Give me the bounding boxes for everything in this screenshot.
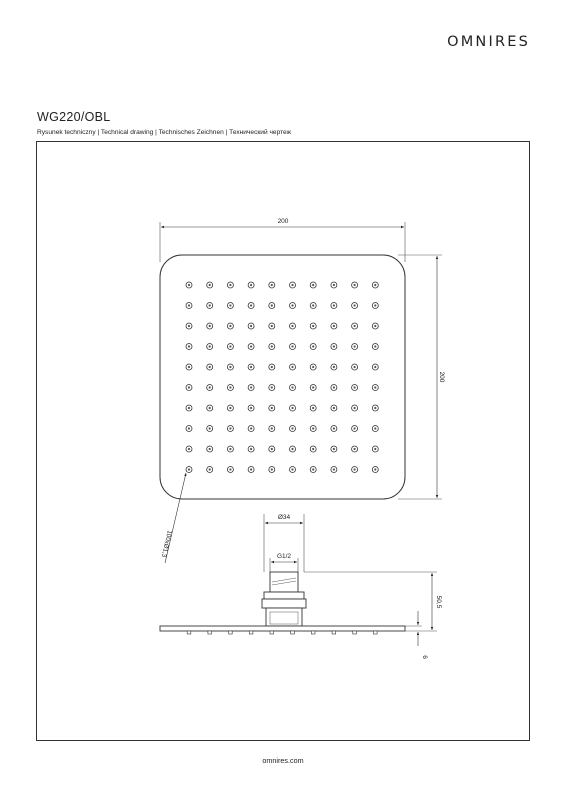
nozzle-stub	[229, 631, 233, 634]
nozzle-hole	[271, 427, 273, 429]
shower-plate-side	[160, 626, 405, 631]
nozzle-hole	[312, 427, 314, 429]
nozzle-hole	[354, 325, 356, 327]
side-height-label: 50,5	[435, 595, 442, 609]
nozzle-hole	[250, 366, 252, 368]
nozzle-hole	[188, 325, 190, 327]
nozzle-hole	[229, 345, 231, 347]
nozzle-hole	[271, 284, 273, 286]
shower-head-plate	[160, 255, 405, 499]
nozzle-hole	[333, 304, 335, 306]
nozzle-stub	[353, 631, 357, 634]
nozzle-hole	[209, 448, 211, 450]
nozzle-hole	[188, 284, 190, 286]
thickness-label: 6	[421, 655, 428, 659]
nozzle-hole	[312, 325, 314, 327]
nozzle-hole	[312, 386, 314, 388]
nozzle-hole	[209, 366, 211, 368]
nozzle-hole	[291, 366, 293, 368]
nozzle-hole	[188, 345, 190, 347]
nozzle-hole	[291, 345, 293, 347]
nozzle-hole	[291, 284, 293, 286]
nozzle-hole	[229, 407, 231, 409]
nozzle-hole	[291, 304, 293, 306]
connector-nut-lower	[262, 599, 306, 608]
connector-nut	[264, 592, 304, 599]
nozzle-hole	[250, 325, 252, 327]
nozzle-hole	[271, 386, 273, 388]
model-code: WG220/OBL	[37, 110, 111, 124]
nozzle-hole	[250, 345, 252, 347]
nozzle-hole	[374, 284, 376, 286]
nozzle-stub	[249, 631, 253, 634]
nozzle-hole	[229, 284, 231, 286]
nozzle-hole	[374, 448, 376, 450]
nozzle-hole	[333, 345, 335, 347]
nozzle-hole	[250, 427, 252, 429]
nozzle-hole	[209, 407, 211, 409]
nozzle-stub	[270, 631, 274, 634]
nozzle-hole	[229, 468, 231, 470]
nozzle-hole	[250, 448, 252, 450]
nozzle-stub	[291, 631, 295, 634]
nozzle-hole	[209, 304, 211, 306]
nozzle-hole	[312, 345, 314, 347]
nozzle-hole	[271, 366, 273, 368]
nozzle-hole	[250, 386, 252, 388]
nozzle-hole	[271, 325, 273, 327]
nozzle-hole	[209, 345, 211, 347]
nozzle-hole	[374, 345, 376, 347]
nozzle-hole	[291, 448, 293, 450]
nozzle-label: 100xØ1,3	[159, 529, 173, 558]
nozzle-hole	[271, 345, 273, 347]
nozzle-hole	[333, 386, 335, 388]
nozzle-hole	[354, 386, 356, 388]
nozzle-hole	[312, 304, 314, 306]
nozzle-hole	[374, 366, 376, 368]
nozzle-hole	[374, 407, 376, 409]
drawing-subtitle: Rysunek techniczny | Technical drawing | Technisches Zeichnen | Технический чертеж	[37, 129, 292, 136]
thread-label: G1/2	[276, 553, 292, 560]
nozzle-hole	[354, 366, 356, 368]
nozzle-hole	[229, 386, 231, 388]
nozzle-hole	[291, 325, 293, 327]
nozzle-hole	[374, 304, 376, 306]
nozzle-hole	[271, 407, 273, 409]
nozzle-hole	[188, 448, 190, 450]
nozzle-hole	[312, 284, 314, 286]
nozzle-hole	[354, 427, 356, 429]
nozzle-hole	[374, 468, 376, 470]
nozzle-hole	[333, 325, 335, 327]
nozzle-hole	[354, 304, 356, 306]
nozzle-hole	[271, 468, 273, 470]
nozzle-hole	[291, 386, 293, 388]
nozzle-stub	[311, 631, 315, 634]
nozzle-hole	[209, 325, 211, 327]
nozzle-hole	[229, 366, 231, 368]
nozzle-hole	[291, 427, 293, 429]
height-dimension-label: 200	[438, 371, 445, 383]
connector-base	[266, 608, 302, 626]
nozzle-hole	[250, 407, 252, 409]
nozzle-stub	[332, 631, 336, 634]
nozzle-hole	[229, 304, 231, 306]
nozzle-hole	[312, 407, 314, 409]
nozzle-hole	[229, 427, 231, 429]
nozzle-hole	[354, 468, 356, 470]
nozzle-hole	[209, 427, 211, 429]
nozzle-stubs	[187, 631, 377, 634]
nozzle-hole	[354, 345, 356, 347]
nozzle-stub	[374, 631, 378, 634]
nozzle-hole	[354, 284, 356, 286]
nozzle-stub	[187, 631, 191, 634]
nozzle-hole	[333, 448, 335, 450]
nozzle-hole	[333, 366, 335, 368]
width-dimension-label: 200	[277, 218, 289, 225]
nozzle-hole	[333, 407, 335, 409]
nozzle-grid	[186, 282, 378, 473]
nozzle-hole	[312, 448, 314, 450]
nozzle-hole	[188, 304, 190, 306]
brand-logo: OMNIRES	[447, 34, 530, 50]
nozzle-stub	[208, 631, 212, 634]
nozzle-hole	[188, 386, 190, 388]
nozzle-hole	[333, 427, 335, 429]
connector-thread	[270, 572, 298, 592]
nozzle-hole	[250, 468, 252, 470]
side-view	[160, 514, 442, 659]
nozzle-hole	[374, 427, 376, 429]
nozzle-hole	[229, 325, 231, 327]
nozzle-hole	[333, 284, 335, 286]
website-footer: omnires.com	[262, 756, 304, 765]
nozzle-hole	[188, 427, 190, 429]
nozzle-hole	[354, 448, 356, 450]
diameter-label: Ø34	[277, 514, 291, 521]
nozzle-hole	[209, 386, 211, 388]
nozzle-hole	[291, 468, 293, 470]
nozzle-hole	[250, 284, 252, 286]
nozzle-hole	[333, 468, 335, 470]
nozzle-hole	[291, 407, 293, 409]
nozzle-hole	[188, 366, 190, 368]
nozzle-hole	[209, 284, 211, 286]
nozzle-hole	[374, 325, 376, 327]
nozzle-hole	[271, 448, 273, 450]
nozzle-hole	[312, 366, 314, 368]
top-view	[160, 218, 445, 563]
nozzle-hole	[271, 304, 273, 306]
nozzle-hole	[229, 448, 231, 450]
nozzle-hole	[250, 304, 252, 306]
nozzle-hole	[354, 407, 356, 409]
nozzle-hole	[209, 468, 211, 470]
nozzle-hole	[188, 468, 190, 470]
nozzle-hole	[374, 386, 376, 388]
nozzle-hole	[312, 468, 314, 470]
nozzle-hole	[188, 407, 190, 409]
